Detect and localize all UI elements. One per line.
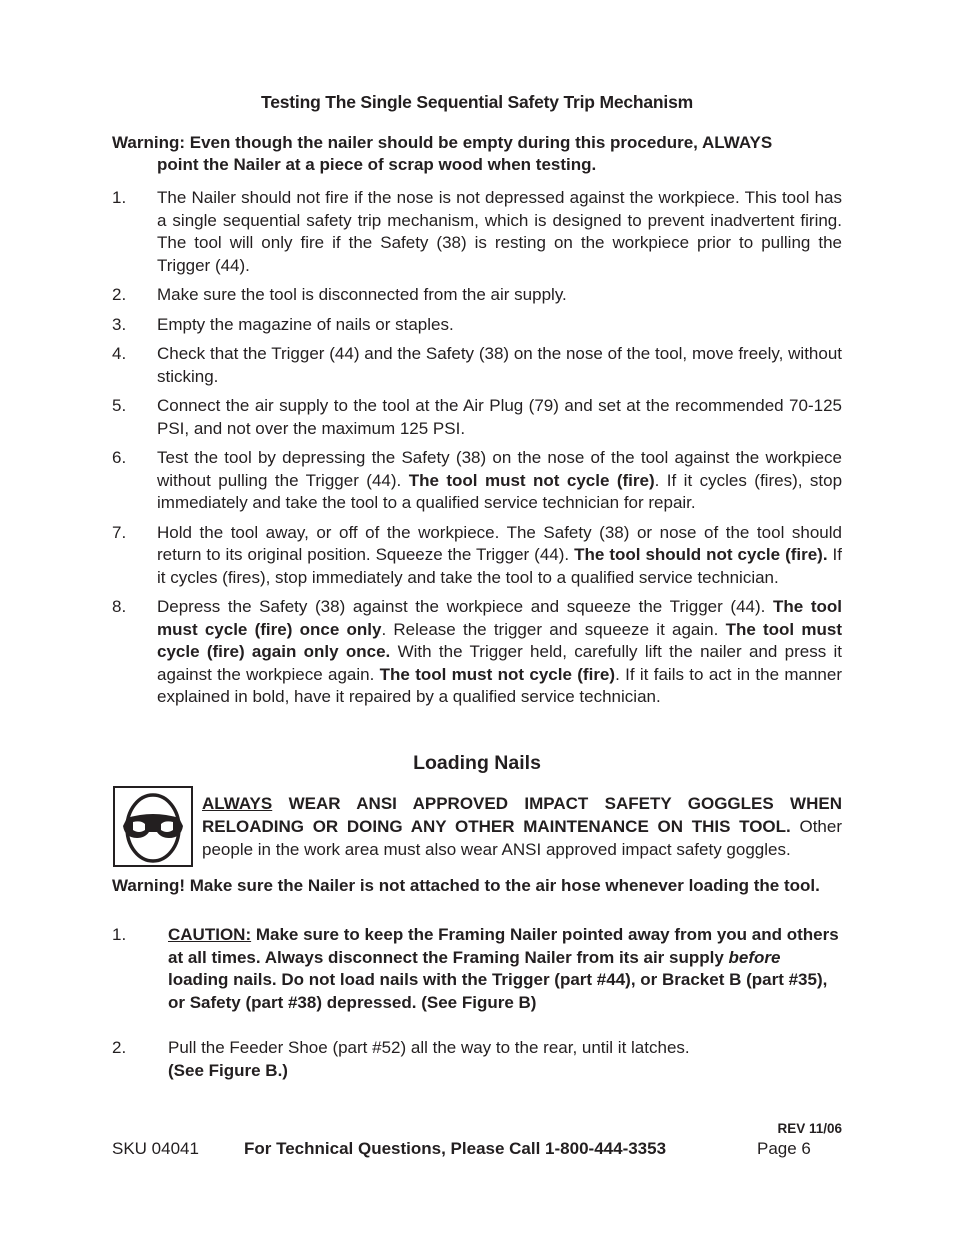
list-item: 4. Check that the Trigger (44) and the Safety (38) on the nose of the tool, move freely, without sticking. bbox=[112, 344, 842, 386]
list-item: 8. Depress the Safety (38) against the workpiece and squeeze the Trigger (44). The tool must cycle (fire) once only. Release the trigger and squeeze it again. The tool must cycle (fire) again only once. With the Trigger held, carefully lift the nailer and press it against the workpiece again. The tool must not cycle (fire). If it fails to act in the manner explained in bold, have it repaired by a qualified service technician. bbox=[112, 597, 843, 706]
list-item: 6. Test the tool by depressing the Safety (38) on the nose of the tool against the workpiece without pulling the Trigger (44). The tool must not cycle (fire). If it cycles (fires), stop immediately and take the tool to a qualified service technician for repair. bbox=[112, 448, 843, 512]
testing-steps-list bbox=[112, 187, 842, 716]
revision-label: REV 11/06 bbox=[777, 1121, 842, 1136]
list-item: 5. Connect the air supply to the tool at the Air Plug (79) and set at the recommended 70-125 PSI, and not over the maximum 125 PSI. bbox=[112, 396, 842, 438]
safety-goggles-icon bbox=[113, 786, 193, 867]
warning-scrap-wood bbox=[112, 132, 842, 176]
safety-goggles-icon bbox=[115, 788, 191, 865]
list-item: 1. CAUTION: Make sure to keep the Framing Nailer pointed away from you and others at all times. Always disconnect the Framing Nailer from its air supply before loading nails. Do not load nails with the Trigger (part #44), or Bracket B (part #35), or Safety (part #38) depressed. (See Figure B) bbox=[112, 925, 839, 1012]
list-item: 2. Make sure the tool is disconnected from the air supply. bbox=[112, 285, 567, 304]
list-item: 1. The Nailer should not fire if the nose is not depressed against the workpiece. This tool has a single sequential safety trip mechanism, which is designed to prevent inadvertent firing. The tool will only fire if the Safety (38) is resting on the workpiece prior to pulling the Trigger (44). bbox=[112, 188, 842, 275]
warning-air-hose: Warning! Make sure the Nailer is not attached to the air hose whenever loading the tool. bbox=[112, 876, 820, 895]
page-number: Page 6 bbox=[757, 1139, 811, 1158]
list-item: 7. Hold the tool away, or off of the workpiece. The Safety (38) or nose of the tool should return to its original position. Squeeze the Trigger (44). The tool should not cycle (fire). If it cycles (fires), stop immediately and take the tool to a qualified service technician. bbox=[112, 522, 843, 587]
goggles-warning-text: ALWAYS WEAR ANSI APPROVED IMPACT SAFETY GOGGLES WHEN RELOADING OR DOING ANY OTHER MAINTENANCE ON THIS TOOL. Other people in the work area must also wear ANSI approved impact safety goggles. bbox=[202, 794, 842, 859]
warning-lead: Warning: Even though the nailer should be empty during this procedure, ALWAYS bbox=[112, 133, 773, 152]
tech-support-phone: For Technical Questions, Please Call 1-800-444-3353 bbox=[244, 1139, 667, 1158]
list-item: 3. Empty the magazine of nails or staples. bbox=[112, 314, 454, 334]
section-title-testing: Testing The Single Sequential Safety Trip Mechanism bbox=[261, 92, 693, 112]
section-title-loading-nails: Loading Nails bbox=[413, 752, 541, 774]
sku-number: SKU 04041 bbox=[112, 1139, 199, 1158]
warning-rest: point the Nailer at a piece of scrap wood when testing. bbox=[157, 155, 597, 174]
manual-page bbox=[112, 0, 842, 1235]
list-item: 2. Pull the Feeder Shoe (part #52) all the way to the rear, until it latches. (See Figure B.) bbox=[112, 1038, 690, 1080]
